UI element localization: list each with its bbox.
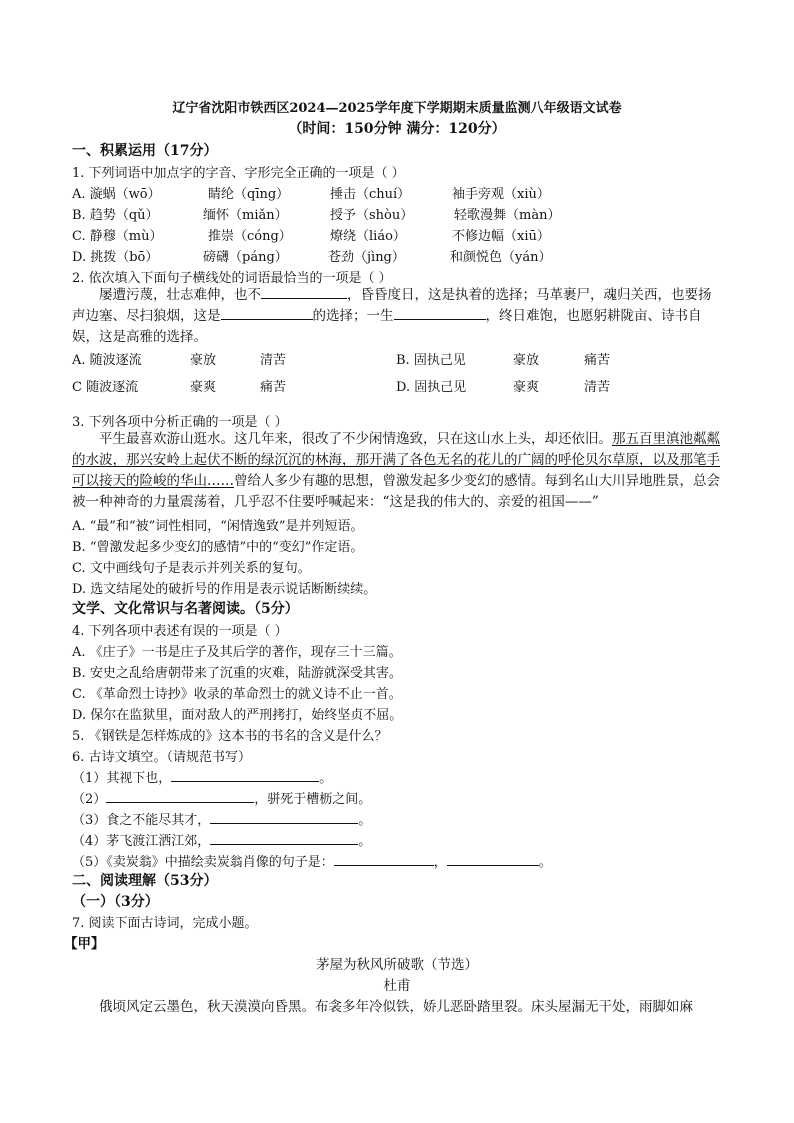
- q1-cell: 缅怀（miǎn）: [203, 208, 288, 223]
- q1-cell: 捶击（chuí）: [330, 187, 411, 202]
- question-2-stem: 2. 依次填入下面句子横线处的词语最恰当的一项是（ ）: [72, 271, 392, 286]
- q2-option: 豪放: [513, 353, 540, 368]
- q4-option-c: C. 《革命烈士诗抄》收录的革命烈士的就义诗不止一首。: [72, 687, 402, 702]
- q2-option: B. 固执己见: [396, 353, 466, 368]
- q2-blank-2[interactable]: [221, 306, 313, 320]
- q1-cell: 燎绕（liáo）: [330, 229, 406, 244]
- q6-text: ，: [433, 855, 447, 870]
- q6-item-2: [72, 788, 371, 807]
- q6-text: 。: [358, 834, 372, 849]
- q3-passage: [72, 429, 724, 513]
- q2-text: 屡遭污蔑，壮志难伸，也不: [99, 287, 261, 303]
- q2-option: 清苦: [584, 380, 611, 395]
- q6-text: （2）: [72, 792, 107, 807]
- q2-option: 豪爽: [513, 380, 540, 395]
- q2-option: C 随波逐流: [72, 380, 139, 395]
- q3-option-a: A. “最”和“被”词性相同，“闲情逸致”是并列短语。: [72, 519, 364, 534]
- q4-option-a: A. 《庄子》一书是庄子及其后学的著作，现存三十三篇。: [72, 645, 402, 660]
- q6-item-5: [72, 851, 552, 870]
- q1-cell: 不修边幅（xiū）: [452, 229, 550, 244]
- q3-option-d: D. 选文结尾处的破折号的作用是表示说话断断续续。: [72, 582, 377, 597]
- q3-underlined-sentence: 那五百里滇池粼粼的水波，那兴安岭上起伏不断的绿沉沉的林海，那开满了各色无名的花儿的广阔的呼伦贝尔草原，以及那笔手可以接天的险峻的华山……: [72, 431, 720, 489]
- passage-tag-jia: 【甲】: [64, 936, 105, 952]
- q6-text: ，骈死于槽枥之间。: [254, 792, 372, 807]
- q6-blank[interactable]: [210, 831, 358, 845]
- q6-blank[interactable]: [171, 768, 319, 782]
- q1-cell: B. 趋势（qǔ）: [72, 208, 159, 223]
- q3-text: 平生最喜欢游山逛水。这几年来，很改了不少闲情逸致，只在这山水上头，却还依旧。: [99, 431, 612, 447]
- q3-option-b: B. “曾激发起多少变幻的感情”中的“变幻”作定语。: [72, 540, 364, 555]
- q6-text: （3）食之不能尽其才，: [72, 813, 211, 828]
- q6-item-1: [72, 767, 332, 786]
- q2-option: 豪放: [190, 353, 217, 368]
- section-2-sub-heading: （一）（3分）: [72, 894, 159, 910]
- q2-text: 扬声边塞、尽扫狼烟，这是: [72, 287, 712, 324]
- q1-cell: 授予（shòu）: [330, 208, 414, 223]
- q1-cell: 推崇（cóng）: [208, 229, 292, 244]
- q4-option-b: B. 安史之乱给唐朝带来了沉重的灾难，陆游就深受其害。: [72, 666, 402, 681]
- poem-author: 杜甫: [383, 978, 411, 994]
- q6-blank[interactable]: [210, 810, 358, 824]
- question-3-stem: 3. 下列各项中分析正确的一项是（ ）: [72, 415, 288, 430]
- q2-option: D. 固执己见: [396, 380, 467, 395]
- q1-cell: 磅礴（páng）: [203, 250, 288, 265]
- q2-text: ，终日难饱，也愿躬耕陇亩、诗书: [485, 308, 688, 324]
- section-literature-heading: 文学、文化常识与名著阅读。（5分）: [72, 601, 299, 617]
- question-4-stem: 4. 下列各项中表述有误的一项是（ ）: [72, 624, 288, 639]
- q6-item-4: [72, 830, 371, 849]
- poem-title: 茅屋为秋风所破歌（节选）: [316, 957, 478, 973]
- q2-option: 清苦: [260, 353, 287, 368]
- poem-line: 俄顷风定云墨色，秋天漠漠向昏黑。布衾多年冷似铁，娇儿恶卧踏里裂。床头屋漏无干处，雨脚如麻: [99, 999, 693, 1015]
- question-5-stem: 5. 《钢铁是怎样炼成的》这本书的书名的含义是什么？: [72, 729, 388, 744]
- q6-text: 。: [538, 855, 552, 870]
- q2-blank-3[interactable]: [394, 306, 486, 320]
- q2-text: ，昏昏度日，这是执着的选择；马革裹尸，魂归关西，也要: [347, 287, 698, 303]
- q1-cell: 苍劲（jìng）: [328, 250, 405, 265]
- q6-text: （5）《卖炭翁》中描绘卖炭翁肖像的句子是：: [72, 855, 334, 870]
- q6-blank[interactable]: [106, 789, 254, 803]
- q1-cell: 睛纶（qīng）: [208, 187, 290, 202]
- q1-cell: 袖手旁观（xiù）: [452, 187, 550, 202]
- q6-blank[interactable]: [334, 852, 434, 866]
- question-7-stem: 7. 阅读下面古诗词，完成小题。: [72, 916, 258, 931]
- section-2-heading: 二、阅读理解（53分）: [72, 873, 218, 889]
- q2-option: A. 随波逐流: [72, 353, 142, 368]
- q2-option: 痛苦: [260, 380, 287, 395]
- q1-cell: A. 漩蜗（wō）: [72, 187, 161, 202]
- q6-item-3: [72, 809, 371, 828]
- q2-option: 豪爽: [190, 380, 217, 395]
- exam-title: 辽宁省沈阳市铁西区2024—2025学年度下学期期末质量监测八年级语文试卷: [172, 101, 622, 116]
- q1-cell: 和颜悦色（yán）: [450, 250, 552, 265]
- question-1-stem: 1. 下列词语中加点字的字音、字形完全正确的一项是（ ）: [72, 166, 405, 181]
- q1-cell: D. 挑拨（bō）: [72, 250, 159, 265]
- q6-text: （4）茅飞渡江洒江郊，: [72, 834, 211, 849]
- q6-text: （1）其视下也，: [72, 771, 172, 786]
- q1-cell: 轻歌漫舞（màn）: [454, 208, 561, 223]
- section-1-heading: 一、积累运用（17分）: [72, 143, 218, 159]
- q2-blank-1[interactable]: [261, 285, 347, 299]
- q4-option-d: D. 保尔在监狱里，面对敌人的严刑拷打，始终坚贞不屈。: [72, 708, 403, 723]
- question-6-stem: 6. 古诗文填空。（请规范书写）: [72, 750, 252, 765]
- q3-text: 曾给人多少有趣的思想，曾激发起多少变幻的感情。每到名山大川异地胜景，总会被一种神奇的力量震荡着，几乎忍不住要呼喊起来：“这是我的伟大的、亲爱的祖国——”: [72, 473, 720, 510]
- q1-cell: C. 静穆（mù）: [72, 229, 163, 244]
- q6-blank[interactable]: [447, 852, 539, 866]
- q3-option-c: C. 文中画线句子是表示并列关系的复句。: [72, 561, 311, 576]
- exam-subtitle: （时间：150分钟 满分：120分）: [288, 121, 506, 137]
- q2-text: 的选择；一生: [312, 308, 394, 324]
- q2-passage: [72, 285, 724, 348]
- q2-text: 自娱，这是高雅的选择。: [72, 308, 702, 345]
- q6-text: 。: [358, 813, 372, 828]
- q2-option: 痛苦: [584, 353, 611, 368]
- q6-text: 。: [319, 771, 333, 786]
